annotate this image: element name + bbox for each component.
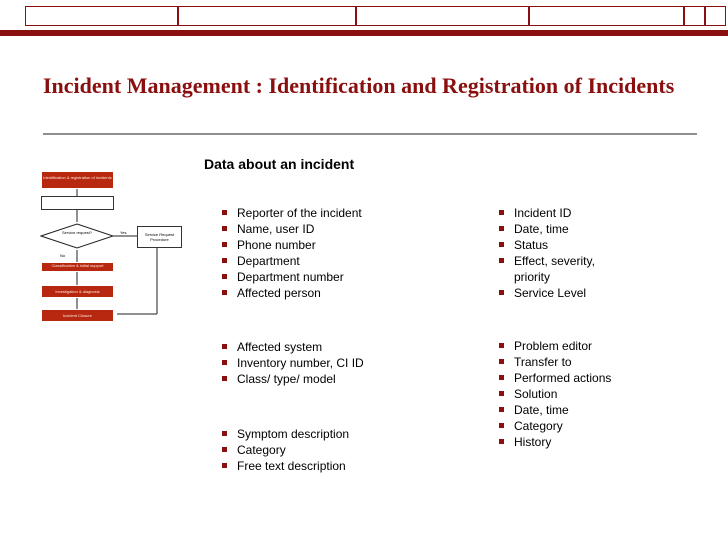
bullet-list-incident (496, 205, 616, 301)
header-cell (705, 6, 726, 26)
list-item: Class/ type/ model (219, 371, 459, 387)
list-item: Symptom description (219, 426, 459, 442)
list-item: Free text description (219, 458, 459, 474)
header-cell (529, 6, 684, 26)
header-cell (178, 6, 356, 26)
list-item: History (496, 434, 656, 450)
list-item: Performed actions (496, 370, 656, 386)
slide-title: Incident Management : Identification and Registration of Incidents (43, 73, 675, 98)
header-band (0, 30, 728, 36)
list-item: Status (496, 237, 616, 253)
header-cell (25, 6, 178, 26)
list-item: Department (219, 253, 459, 269)
list-item: Incident ID (496, 205, 616, 221)
list-item: Transfer to (496, 354, 656, 370)
service-request-box: Service Request Procedure (137, 226, 182, 248)
list-item: Affected system (219, 339, 459, 355)
decorative-top-bar (0, 0, 728, 32)
flow-step-identification: Identification & registration of incidents (41, 171, 114, 189)
list-item: Affected person (219, 285, 459, 301)
list-item: Service Level (496, 285, 616, 301)
list-item: Category (219, 442, 459, 458)
header-cell (356, 6, 529, 26)
decision-label: Service request? (62, 230, 93, 235)
flow-step-closure: Incident Closure (41, 309, 114, 322)
list-item: Date, time (496, 221, 616, 237)
list-item: Department number (219, 269, 459, 285)
bullet-list-problem (496, 338, 656, 450)
list-item: Reporter of the incident (219, 205, 459, 221)
bullet-list-symptom (219, 426, 459, 474)
title-divider (43, 133, 697, 135)
flow-step-empty (41, 196, 114, 210)
list-item: Date, time (496, 402, 656, 418)
flowchart-connectors (40, 168, 235, 328)
list-item: Problem editor (496, 338, 656, 354)
list-item: Effect, severity, priority (496, 253, 616, 285)
flow-step-investigation: Investigation & diagnosis (41, 285, 114, 298)
section-subheading: Data about an incident (204, 156, 355, 172)
decision-diamond (41, 224, 113, 248)
list-item: Phone number (219, 237, 459, 253)
bullet-list-reporter (219, 205, 459, 301)
list-item: Solution (496, 386, 656, 402)
process-flowchart (40, 168, 235, 328)
header-cell (684, 6, 705, 26)
list-item: Inventory number, CI ID (219, 355, 459, 371)
list-item: Name, user ID (219, 221, 459, 237)
list-item: Category (496, 418, 656, 434)
flow-step-classification: Classification & initial support (41, 262, 114, 272)
bullet-list-system (219, 339, 459, 387)
no-label: No (60, 253, 66, 258)
yes-label: Yes (120, 230, 127, 235)
